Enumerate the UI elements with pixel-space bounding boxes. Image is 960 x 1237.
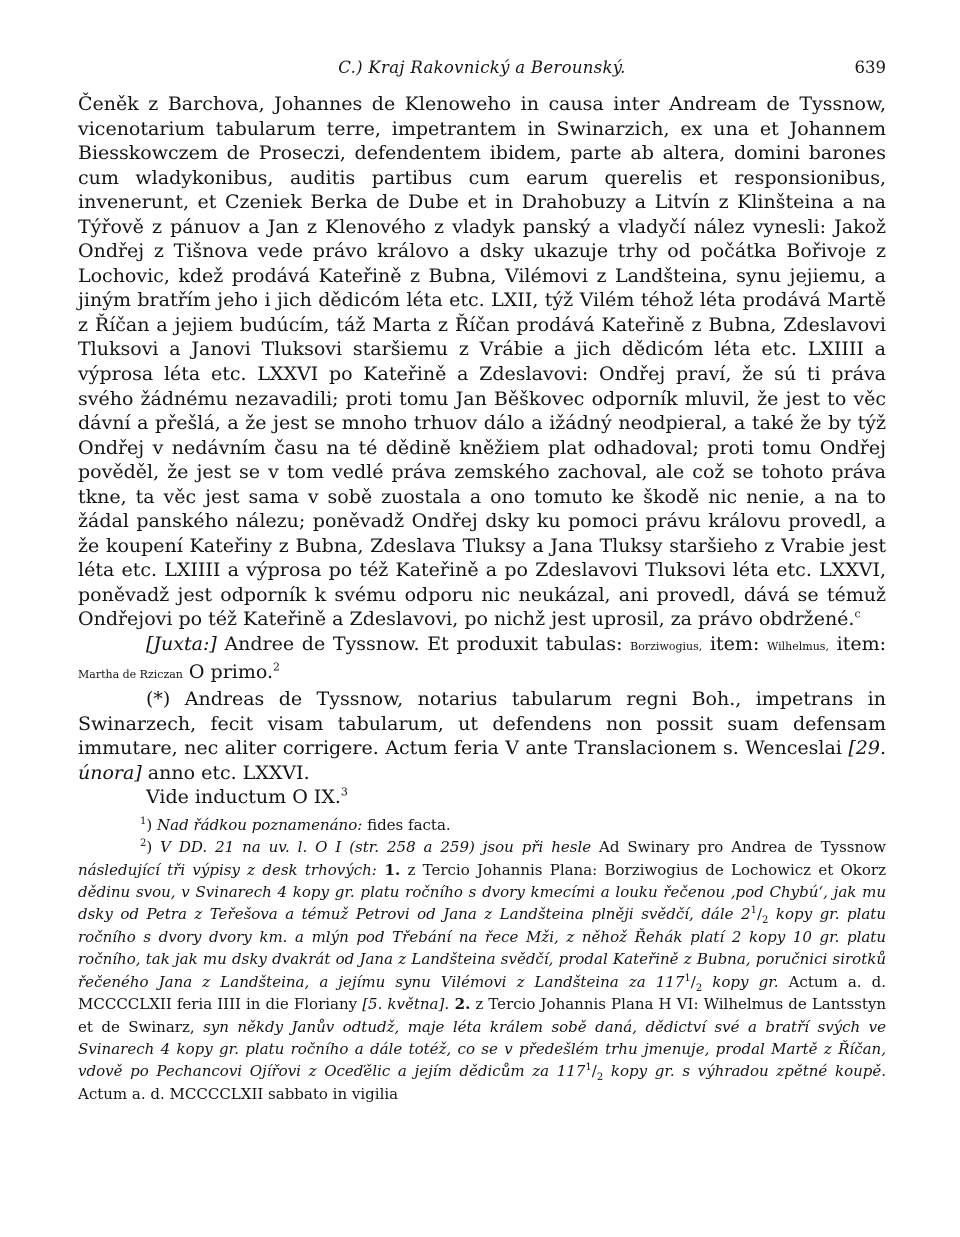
document-page: [78, 58, 886, 1105]
item-text-2: item:: [828, 633, 887, 656]
footnote-1-italic: Nad řádkou poznamenáno:: [157, 815, 363, 834]
footnote-2-text-3: Actum a. d. MCCCCLXII feria IIII in die Floriany: [78, 972, 887, 1014]
date-bracket: [29. února]: [78, 737, 887, 784]
vide-text: Vide inductum O IX.: [146, 786, 341, 809]
wilhelmus-text: Wilhelmus,: [767, 640, 829, 654]
footnote-1-number: 1: [140, 815, 147, 827]
fraction-1-den: 2: [762, 915, 769, 927]
footnote-2-number: 2: [140, 838, 147, 850]
footnote-marker-c: c: [854, 608, 861, 622]
juxta-paragraph: [78, 632, 886, 687]
footnote-2-italic-4: kopy gr. platu ročního s dvory dvory km. a mlýn pod Třebání na řece Mži, z něhož Řehák platí 2 kopy 10 gr. platu ročního, tak jak mu dsky dvakrát od Jana z Landšteina svědčí, prodal Kateřině z Bubna, poručnici sirotků řečeného Jana z Landšteina, a jejímu synu Vilémovi z Landšteina za 117: [78, 905, 886, 991]
footnote-2-item-2: 2.: [449, 995, 471, 1014]
fraction-2-num: 1: [684, 972, 691, 984]
martha-text: Martha de Rziczan: [78, 667, 183, 681]
footnote-2-italic-3: dědinu svou, v Svinarech 4 kopy gr. platu ročního s dvory kmecími a louku řečenou ‚pod Chybú‘, jak mu dsky od Petra z Teřešova a témuž Petrovi od Jana z Landšteina plněji svědčí, dále 2: [78, 883, 886, 924]
footnote-2-italic-1: V DD. 21 na uv. l. O I (str. 258 a 259) jsou při hesle: [160, 838, 592, 857]
running-title: C.) Kraj Rakovnický a Berounský.: [338, 58, 626, 77]
finding-paragraph: [78, 92, 886, 632]
vide-paragraph: [78, 785, 886, 810]
fraction-2-den: 2: [695, 982, 703, 994]
running-header: [78, 58, 886, 92]
footnote-2-item-1: 1.: [376, 860, 401, 879]
finding-text: Čeněk z Barchova, Johannes de Klenoweho in causa inter Andream de Tyssnow, vicenotarium tabularum terre, impetrantem in Swinarzich, ex una et Johannem Biesskowczem de Proseczi, defendentem ibidem, parte ab altera, domini barones cum wladykonibus, auditis partibus cum earum querelis et responsionibus, invenerunt, et Czeniek Berka de Dube et in Drahobuzy a Litvín z Klinšteina a na Týřově z pánuov a Jan z Klenového z vladyk panský a vladyčí nález vynesli: Jakož Ondřej z Tišnova vede právo královo a dsky ukazuje trhy od počátka Bořivoje z Lochovic, kdež prodává Kateřině z Bubna, Vilémovi z Landšteina, synu jejiemu, a jiným bratřím jeho i jich dědicóm léta etc. LXII, týž Vilém téhož léta prodává Martě z Říčan a jejiem budúcím, táž Marta z Říčan prodává Kateřině z Bubna, Zdeslavovi Tluksovi a Janovi Tluksovi staršiemu z Vrábie a jich dědicóm léta etc. LXIIII a výprosa léta etc. LXXVI po Kateřině a Zdeslavovi: Ondřej praví, že sú ti práva svého žádnému nezavadili; proti tomu Jan Běškovec odporník mluvil, že jest to věc dávní a přešlá, a že jest se mnoho trhuov dálo a ižádný neodpieral, a také že by týž Ondřej v nedávním času na té dědině kněžiem plat odhadoval; proti tomu Ondřej pověděl, že jest se v tom vedlé práva zemského zachoval, ale což se tohoto práva tkne, ta věc jest sama v sobě zuostala a ono tomuto ke škodě nic nenie, a na to žádal panského nálezu; poněvadž Ondřej dsky ku pomoci právu královu provedl, a že koupení Kateřiny z Bubna, Zdeslava Tluksy a Jana Tluksy staršieho z Vrabie jest léta etc. LXIIII a výprosa po též Kateřině a po Zdeslavovi Tluksovi léta etc. LXXVI, poněvadž jest odporník k svému odporu nic neukázal, ani provedl, dává se témuž Ondřejovi po též Kateřině a Zdeslavovi, po nichž jest uprosil, za právo obdržené.: [78, 93, 886, 631]
footnote-2-text-5: Actum a. d. MCCCCLXII sabbato in vigilia: [78, 1084, 399, 1103]
footnote-2-italic-5: kopy gr.: [702, 972, 779, 991]
footnote-2-italic-6: [5. května].: [362, 995, 450, 1014]
juxta-text: Andree de Tyssnow. Et produxit tabulas:: [216, 633, 631, 656]
footnote-1: $^1$) Nad řádkou poznamenáno: fides facta.: [140, 815, 451, 834]
footnote-2-text-1: Ad Swinary pro Andrea de Tyssnow: [591, 838, 887, 857]
oprimo-text: O primo.: [182, 660, 274, 683]
footnote-1-text: fides facta.: [362, 815, 451, 834]
footnote-2-italic-7: syn někdy Janův odtudž, maje léta králem sobě daná, dědictví své a bratří svých ve Svinarech 4 kopy gr. platu ročního a dále totéž, co se v předešlém trhu jmenuje, prodal Martě z Říčan, vdově po Pechancovi Ojířovi z Oceďělic a jejím dědicům za 117: [78, 1017, 886, 1081]
fraction-1-num: 1: [750, 905, 757, 917]
footnote-ref-2: 2: [273, 660, 281, 674]
footnote-2: $^2$) V DD. 21 na uv. l. O I (str. 258 a 259) jsou při hesle Ad Swinary pro Andrea de Tyssnow následující tři výpisy z desk trhových: 1. z Tercio Johannis Plana: Borziwogius de Lochowicz et Okorz dědinu svou, v Svinarech 4 kopy gr. platu ročního s dvory kmecími a louku řečenou ‚pod Chybú‘, jak mu dsky od Petra z Teřešova a témuž Petrovi od Jana z Landšteina plněji svědčí, dále $2^1/_2$ kopy gr. platu ročního s dvory dvory km. a mlýn pod Třebání na řece Mži, z něhož Řehák platí 2 kopy 10 gr. platu ročního, tak jak mu dsky dvakrát od Jana z Landšteina svědčí, prodal Kateřině z Bubna, poručnici sirotků řečeného Jana z Landšteina, a jejímu synu Vilémovi z Landšteina za $117^1/_2$ kopy gr. Actum a. d. MCCCCLXII feria IIII in die Floriany [5. května]. 2. z Tercio Johannis Plana H VI: Wilhelmus de Lantsstyn et de Swinarz, syn někdy Janův odtudž, maje léta králem sobě daná, dědictví své a bratří svých ve Svinarech 4 kopy gr. platu ročního a dále totéž, co se v předešlém trhu jmenuje, prodal Martě z Říčan, vdově po Pechancovi Ojířovi z Oceďělic a jejím dědicům za $117^1/_2$ kopy gr. s výhradou zpětné koupě. Actum a. d. MCCCCLXII sabbato in vigilia: [78, 838, 887, 1103]
footnote-2-text-2: z Tercio Johannis Plana: Borziwogius de Lochowicz et Okorz: [400, 860, 886, 879]
footnote-2-italic-2: následující tři výpisy z desk trhových:: [78, 860, 377, 879]
main-text: [78, 92, 886, 810]
visa-paragraph: [78, 687, 886, 785]
footnotes: [78, 814, 886, 1105]
visa-end: anno etc. LXXVI.: [141, 761, 310, 784]
fraction-3-den: 2: [596, 1072, 604, 1084]
juxta-label: [Juxta:]: [146, 633, 217, 656]
page-number: 639: [854, 58, 886, 77]
footnote-2-italic-8: kopy gr. s výhradou zpětné koupě.: [603, 1062, 887, 1081]
item-text-1: item:: [709, 633, 768, 656]
footnote-2-text-4: z Tercio Johannis Plana H VI: Wilhelmus de Lantsstyn et de Swinarz,: [78, 995, 886, 1036]
visa-text: (*) Andreas de Tyssnow, notarius tabularum regni Boh., impetrans in Swinarzech, fecit visam tabularum, ut defendens non possit suam defensam immutare, nec aliter corrigere. Actum feria V ante Translacionem s. Wenceslai: [78, 688, 886, 760]
footnote-ref-3: 3: [340, 785, 348, 799]
borziwogius-text: Borziwogius,: [630, 640, 703, 654]
fraction-3-num: 1: [585, 1062, 592, 1074]
